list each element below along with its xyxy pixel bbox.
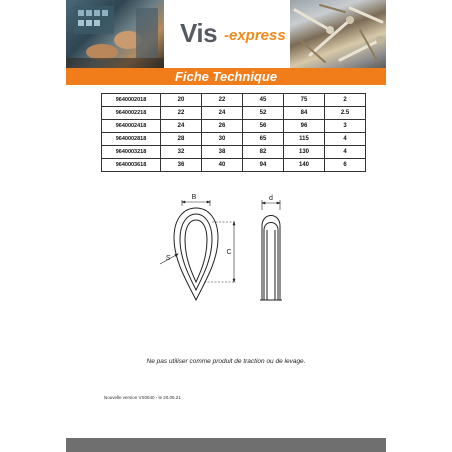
table-cell: 130 — [284, 146, 325, 159]
table-cell: 24 — [161, 120, 202, 133]
version-note: Nouvelle version VS0640 - le 20.05.21 — [104, 395, 181, 400]
label-c: C — [226, 249, 232, 256]
footer-bar — [66, 438, 386, 452]
table-cell-ref: 9640003618 — [102, 159, 161, 172]
thimble-front-view — [174, 208, 218, 300]
table-cell: 52 — [243, 107, 284, 120]
table-row — [102, 120, 366, 133]
table-cell: 84 — [284, 107, 325, 120]
table-cell: 56 — [243, 120, 284, 133]
table-cell: 3 — [325, 120, 366, 133]
table-row — [102, 133, 366, 146]
table-cell: 30 — [202, 133, 243, 146]
table-cell: 38 — [202, 146, 243, 159]
brand-name: Vis — [180, 18, 218, 48]
table-row — [102, 94, 366, 107]
table-cell-ref: 9640003218 — [102, 146, 161, 159]
brand-suffix: -express — [224, 27, 286, 44]
label-d: d — [269, 195, 273, 202]
table-cell: 2.5 — [325, 107, 366, 120]
brand-logo — [180, 18, 290, 48]
page-title: Fiche Technique — [174, 69, 278, 84]
table-cell: 4 — [325, 133, 366, 146]
table-cell-ref: 9640002818 — [102, 133, 161, 146]
table-row — [102, 159, 366, 172]
table-cell: 140 — [284, 159, 325, 172]
table-cell: 20 — [161, 94, 202, 107]
table-cell: 22 — [202, 94, 243, 107]
screws-photo-illustration — [290, 0, 386, 68]
workshop-photo-illustration — [66, 0, 164, 68]
table-row — [102, 146, 366, 159]
table-cell: 26 — [202, 120, 243, 133]
header-photo-tools — [66, 0, 164, 68]
table-cell: 2 — [325, 94, 366, 107]
table-cell: 82 — [243, 146, 284, 159]
table-cell-ref: 9640002018 — [102, 94, 161, 107]
thimble-side-view — [260, 216, 282, 301]
table-cell: 75 — [284, 94, 325, 107]
table-cell: 32 — [161, 146, 202, 159]
label-s: S — [165, 255, 171, 262]
header-photo-screws — [290, 0, 386, 68]
thimble-technical-drawing — [150, 190, 300, 312]
table-cell: 40 — [202, 159, 243, 172]
label-b: B — [191, 194, 197, 201]
table-cell: 22 — [161, 107, 202, 120]
table-cell: 65 — [243, 133, 284, 146]
table-row — [102, 107, 366, 120]
table-cell-ref: 9640002418 — [102, 120, 161, 133]
table-cell: 45 — [243, 94, 284, 107]
title-banner — [66, 68, 386, 85]
table-cell: 28 — [161, 133, 202, 146]
table-cell: 24 — [202, 107, 243, 120]
table-cell: 36 — [161, 159, 202, 172]
table-cell: 115 — [284, 133, 325, 146]
table-cell: 94 — [243, 159, 284, 172]
specs-table — [101, 93, 366, 172]
table-cell: 4 — [325, 146, 366, 159]
usage-warning: Ne pas utiliser comme produit de traction ou de levage. — [146, 358, 306, 365]
table-cell: 96 — [284, 120, 325, 133]
table-cell: 6 — [325, 159, 366, 172]
table-cell-ref: 9640002218 — [102, 107, 161, 120]
